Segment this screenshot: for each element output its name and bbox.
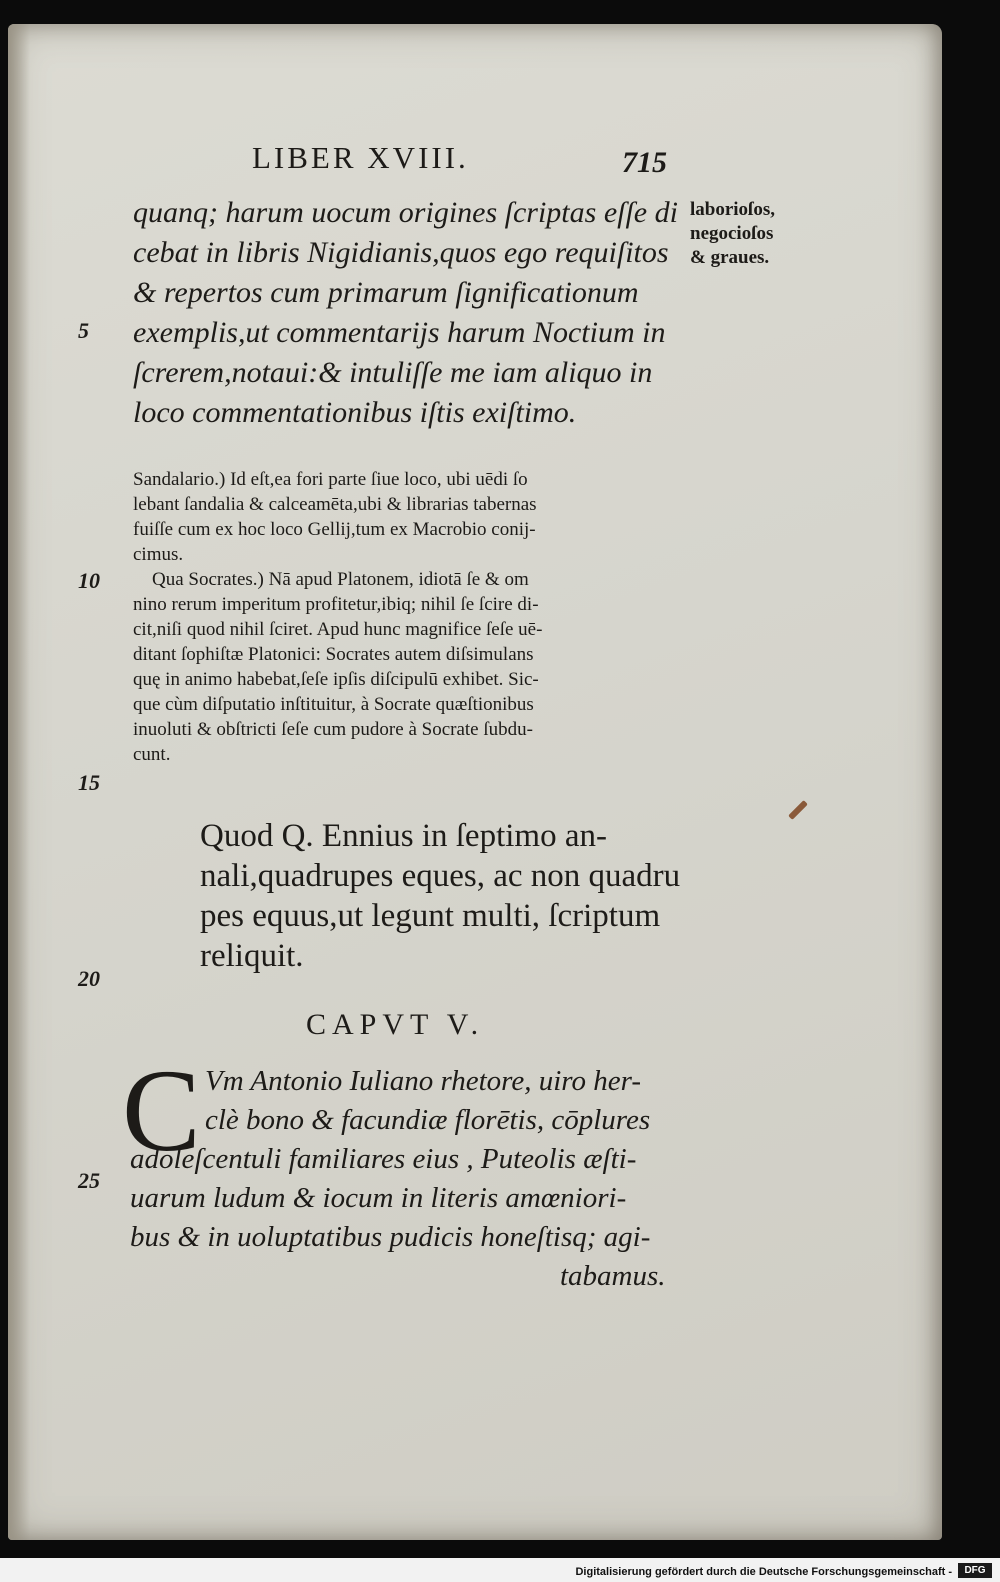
passage-line: ſcrerem,notaui:& intuliſſe me iam aliquo in (133, 356, 653, 389)
passage-line: & repertos cum primarum ſignificationum (133, 276, 639, 309)
commentary-line: nino rerum imperitum profitetur,ibiq; nihil ſe ſcire di- (133, 594, 539, 615)
margin-note-line: negocioſos (690, 223, 774, 244)
commentary-line: cimus. (133, 544, 184, 565)
drop-cap-initial: C (122, 1045, 201, 1176)
chapter-text-line: bus & in uoluptatibus pudicis honeſtisq; agi- (130, 1221, 651, 1253)
line-number: 5 (78, 318, 89, 343)
chapter-text-line: clè bono & facundiæ florētis, cōplures (205, 1104, 651, 1136)
chapter-text-line: tabamus. (560, 1260, 666, 1292)
commentary-line: quę in animo habebat,ſeſe ipſis diſcipulū exhibet. Sic- (133, 669, 539, 690)
margin-note-line: & graues. (690, 247, 770, 268)
commentary-line: cunt. (133, 744, 171, 765)
commentary-line: que cùm diſputatio inſtituitur, à Socrate quæſtionibus (133, 694, 534, 715)
commentary-line: Sandalario.) Id eſt,ea fori parte ſiue loco, ubi uēdi ſo (133, 469, 528, 490)
heading-line: reliquit. (200, 938, 304, 974)
chapter-text-line: adoleſcentuli familiares eius , Puteolis æſti- (130, 1143, 637, 1175)
commentary-line: lebant ſandalia & calceamēta,ubi & librarias tabernas (133, 494, 537, 515)
line-number: 15 (78, 770, 100, 795)
commentary-line: ditant ſophiſtæ Platonici: Socrates autem diſsimulans (133, 644, 534, 665)
ink-stain (788, 800, 808, 820)
line-number: 20 (78, 966, 100, 991)
italic-passage (133, 193, 678, 433)
dfg-logo-icon: DFG (958, 1563, 992, 1578)
commentary-block (133, 467, 542, 767)
passage-line: cebat in libris Nigidianis,quos ego requiſitos (133, 236, 669, 269)
chapter-summary-heading (200, 816, 680, 976)
chapter-text-indented (205, 1062, 650, 1140)
passage-line: exemplis,ut commentarijs harum Noctium in (133, 316, 666, 349)
heading-line: nali,quadrupes eques, ac non quadru (200, 858, 681, 894)
margin-note-line: laborioſos, (690, 199, 775, 220)
commentary-line: fuiſſe cum ex hoc loco Gellij,tum ex Macrobio conij- (133, 519, 536, 540)
passage-line: loco commentationibus iſtis exiſtimo. (133, 396, 577, 429)
commentary-line: cit,niſi quod nihil ſciret. Apud hunc magnifice ſeſe uē- (133, 619, 543, 640)
heading-line: pes equus,ut legunt multi, ſcriptum (200, 898, 661, 934)
commentary-line: inuoluti & obſtricti ſeſe cum pudore à Socrate ſubdu- (133, 719, 533, 740)
line-number: 25 (78, 1168, 100, 1193)
commentary-line: Qua Socrates.) Nā apud Platonem, idiotā ſe & om (133, 569, 529, 590)
footer-credit: Digitalisierung gefördert durch die Deutsche Forschungsgemeinschaft - (575, 1566, 952, 1578)
chapter-text-line: uarum ludum & iocum in literis amœniori- (130, 1182, 627, 1214)
margin-note (690, 198, 775, 270)
chapter-text-line: Vm Antonio Iuliano rhetore, uiro her- (205, 1065, 642, 1097)
chapter-text (130, 1140, 666, 1296)
passage-line: quanq; harum uocum origines ſcriptas eſſe di (133, 196, 678, 229)
chapter-number: CAPVT V. (306, 1008, 485, 1041)
folio-number: 715 (622, 146, 667, 179)
heading-line: Quod Q. Ennius in ſeptimo an- (200, 818, 607, 854)
running-title: LIBER XVIII. (252, 140, 469, 175)
line-number: 10 (78, 568, 100, 593)
